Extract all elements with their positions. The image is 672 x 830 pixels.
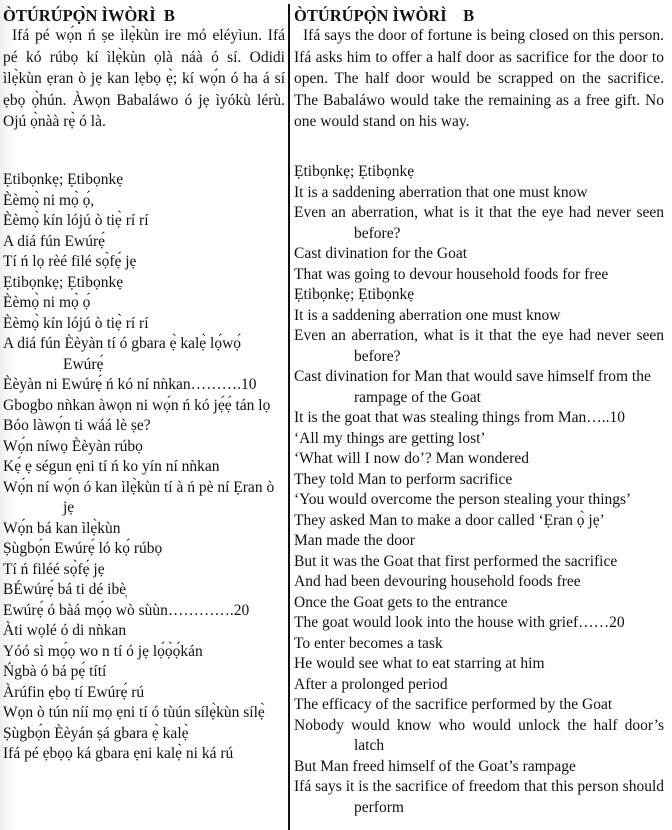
verse-line: But it was the Goat that first performed the sacrifice bbox=[294, 552, 618, 570]
english-intro-paragraph: Ifá says the door of fortune is being closed on this person. Ifá asks him to offer a half door as sacrifice for the door to open. The half door would be scrapped on the sacrifice. The Babaláwo would take the remaining as a free gift. No one would stand on his way. bbox=[294, 27, 664, 130]
verse-line: Ṣùgbọ́n Èèyán ṣá gbara ẹ̀ kalẹ̀ bbox=[3, 724, 189, 742]
verse-line: Èèyàn ni Ewúrẹ́ ń kó ní nǹkan……….10 bbox=[3, 376, 257, 393]
english-column bbox=[294, 6, 664, 816]
verse-line: A diá fún Èèyàn tí ó gbara ẹ̀ kalẹ̀ lọ́wọ́ Ewúrẹ́ bbox=[3, 335, 242, 373]
verse-line: Wọ́n níwọ Èèyàn rúbọ bbox=[3, 437, 143, 455]
verse-line: Cast divination for Man that would save himself from the rampage of the Goat bbox=[294, 368, 651, 406]
yoruba-intro-paragraph: Ifá pé wọ́n ń ṣe ìlẹ̀kùn ire mó eléyìun. Ifá pé kó rúbọ kí ìlẹ̀kùn ọlà náà ó sí. Odidi ìlẹ̀kùn ẹran ò jẹ kan lẹbọ ẹ̀; kí wọ́n ó ha á sí ẹbọ ọ̀hún. Àwọn Babaláwo ó jẹ ìyókù lérù. Ojú ọ̀nàà rẹ̀ ó là. bbox=[3, 27, 285, 130]
verse-line: Kẹ́ ẹ ségun ẹni tí ń ko yín ní nǹkan bbox=[3, 458, 220, 475]
verse-line: To enter becomes a task bbox=[294, 634, 443, 652]
verse-line: They told Man to perform sacrifice bbox=[294, 470, 513, 488]
verse-line: Àrúfin ẹbọ tí Ewúrẹ́ rú bbox=[3, 683, 145, 701]
verse-line: Wọ́n bá kan ìlẹ̀kùn bbox=[3, 519, 121, 537]
verse-line: Èèmọ̀ ni mọ̀ ọ́ bbox=[3, 294, 91, 311]
verse-line: It is the goat that was stealing things from Man…..10 bbox=[294, 409, 626, 426]
verse-line: After a prolonged period bbox=[294, 675, 448, 693]
verse-line: The efficacy of the sacrifice performed by the Goat bbox=[294, 696, 613, 713]
english-title: ÒTÚRÚPỌ̀N ÌWÒRÌ B bbox=[294, 6, 475, 25]
verse-line: Tí ń filéé sọ̀fẹ́ jẹ bbox=[3, 560, 105, 578]
verse-line: Bóo làwọ́n ti wáá lè ṣe? bbox=[3, 417, 151, 434]
verse-line: Èèmọ̀ kín lójú ò tiẹ̀ rí rí bbox=[3, 314, 149, 332]
verse-line: And had been devouring household foods free bbox=[294, 573, 581, 590]
verse-line: A diá fún Ewúrẹ́ bbox=[3, 232, 106, 250]
verse-line: Gbogbo nǹkan àwọn ni wọ́n ń kó jẹ́ẹ́ tán lọ bbox=[3, 396, 271, 414]
verse-line: Nobody would know who would unlock the half door’s latch bbox=[294, 716, 664, 754]
yoruba-verses bbox=[3, 170, 285, 765]
verse-line: Èèmọ̀ kín lójú ò tiẹ̀ rí rí bbox=[3, 212, 149, 229]
verse-line: He would see what to eat starring at him bbox=[294, 655, 545, 672]
verse-line: Tí ń lọ rèé filé sọ̀fẹ́ jẹ bbox=[3, 253, 137, 270]
verse-line: Ẹtibọnkẹ; Ẹtibọnkẹ bbox=[3, 171, 124, 188]
verse-line: The goat would look into the house with grief……20 bbox=[294, 614, 625, 631]
verse-line: ‘You would overcome the person stealing your things’ bbox=[294, 491, 632, 508]
verse-line: Ẹtibọnkẹ; Ẹtibọnkẹ bbox=[294, 163, 415, 180]
verse-line: BÉwúrẹ́ bá ti dé ibè̩ bbox=[3, 581, 127, 598]
verse-line: Ẹtibọnkẹ; Ẹtibọnkẹ bbox=[3, 273, 124, 291]
verse-line: Wọ́n ní wọ́n ó kan ìlẹ̀kùn tí à ń pè ní Ẹran ò jẹ bbox=[3, 478, 275, 516]
verse-line: Wọn ò tún níí mọ ẹni tí ó tùún sílẹ̀kùn sílẹ̀ bbox=[3, 704, 265, 721]
verse-line: Even an aberration, what is it that the eye had never seen before? bbox=[294, 204, 664, 242]
yoruba-column bbox=[3, 6, 285, 762]
verse-line: ‘All my things are getting lost’ bbox=[294, 429, 486, 447]
verse-line: They asked Man to make a door called ‘Ẹran ọ̀ jẹ’ bbox=[294, 511, 605, 529]
verse-line: Even an aberration, what is it that the eye had never seen before? bbox=[294, 327, 664, 365]
verse-line: Ifá pé ẹbọọ ká gbara ẹni kalẹ̀ ni ká rú bbox=[3, 745, 234, 762]
verse-line: Ewúrẹ́ ó bàá mọ́ọ wò sùùn………….20 bbox=[3, 601, 250, 619]
verse-line: Cast divination for the Goat bbox=[294, 245, 468, 262]
verse-line: It is a saddening aberration one must know bbox=[294, 306, 561, 324]
verse-line: Èèmọ̀ ni mọ̀ ọ́, bbox=[3, 191, 95, 209]
verse-line: Once the Goat gets to the entrance bbox=[294, 593, 508, 611]
verse-line: But Man freed himself of the Goat’s rampage bbox=[294, 757, 576, 775]
verse-line: Ifá says it is the sacrifice of freedom that this person should perform bbox=[294, 778, 664, 816]
verse-line: Ṣùgbọ́n Ewúrẹ́ ló kọ́ rúbọ bbox=[3, 540, 163, 557]
yoruba-title: ÒTÚRÚPỌ̀N ÌWÒRÌ B bbox=[3, 6, 175, 25]
verse-line: Àti wọlé ó di nǹkan bbox=[3, 622, 127, 639]
verse-line: Man made the door bbox=[294, 532, 415, 549]
verse-line: It is a saddening aberration that one must know bbox=[294, 183, 588, 201]
verse-line: That was going to devour household foods for free bbox=[294, 265, 609, 283]
verse-line: ‘What will I now do’? Man wondered bbox=[294, 450, 530, 467]
english-verses bbox=[294, 162, 664, 818]
verse-line: Ẹtibọnkẹ; Ẹtibọnkẹ bbox=[294, 286, 415, 303]
column-divider bbox=[288, 4, 290, 830]
verse-line: Yóó sì mọ́ọ wo n tí ó jẹ lọ́ọ̀ọ́kán bbox=[3, 642, 203, 660]
verse-line: Ńgbà ó bá pẹ́ títí bbox=[3, 663, 107, 680]
